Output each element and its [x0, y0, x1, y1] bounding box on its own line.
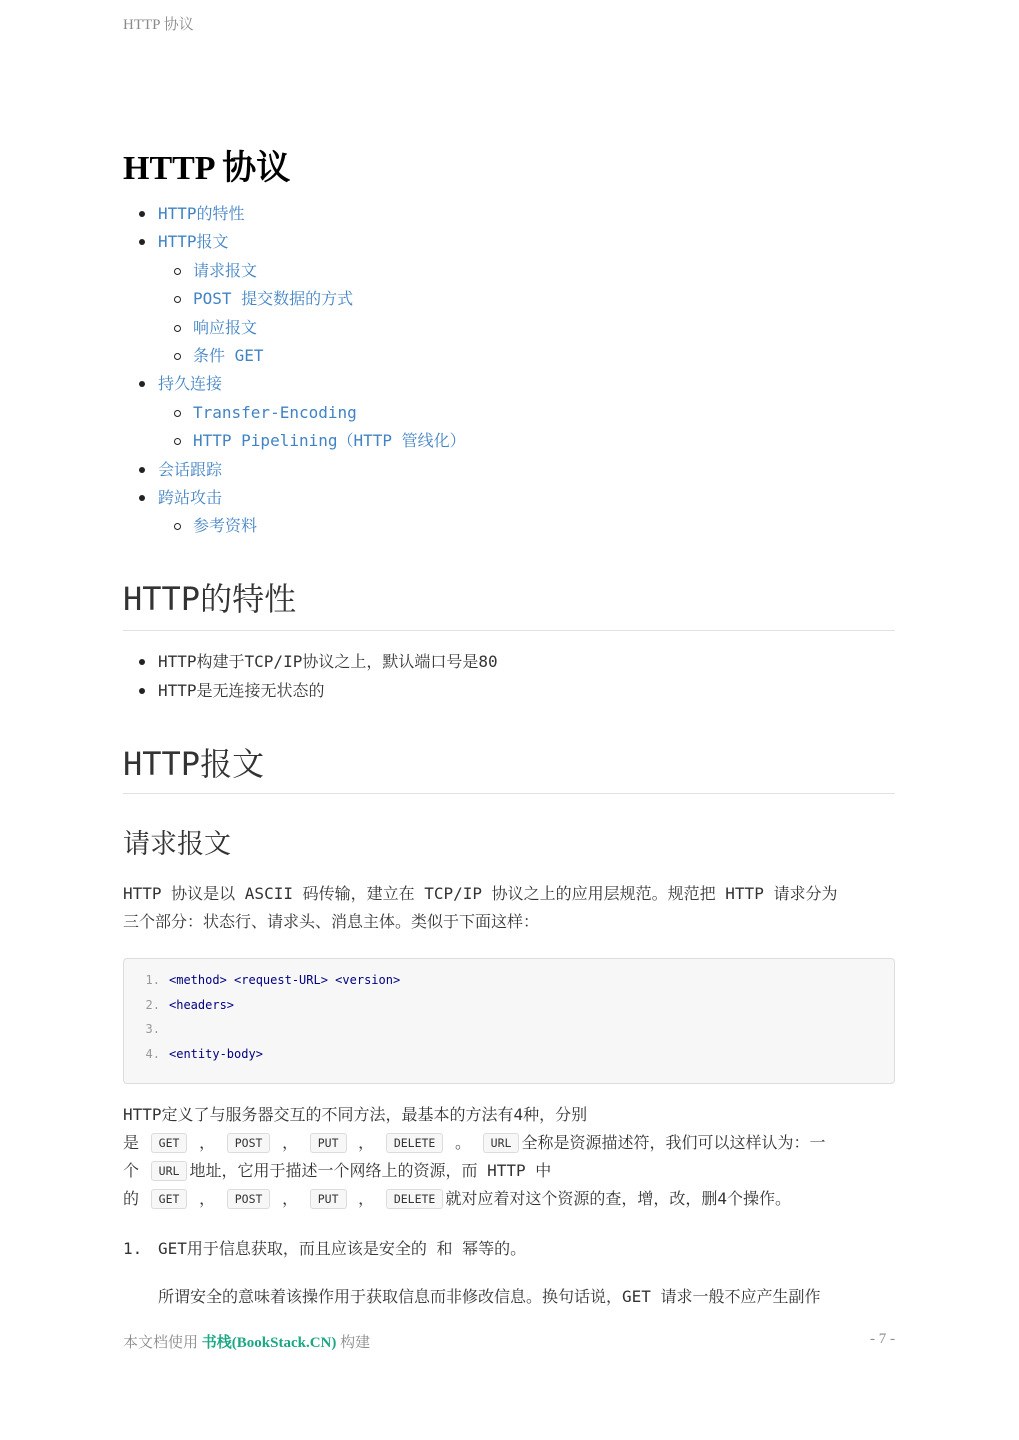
ordered-list-number: 1. [123, 1239, 143, 1258]
bullet-icon [139, 495, 145, 501]
bullet-icon [174, 523, 181, 530]
footer-brand-link[interactable]: 书栈(BookStack.CN) [201, 1335, 337, 1351]
bullet-icon [139, 239, 145, 245]
inline-code: PUT [310, 1133, 347, 1153]
bullet-icon [174, 438, 181, 445]
inline-code: GET [151, 1189, 188, 1209]
bullet-icon [139, 467, 145, 473]
bullet-icon [174, 410, 181, 417]
section-heading-features: HTTP的特性 [123, 580, 297, 618]
inline-code: DELETE [386, 1133, 444, 1153]
toc-link[interactable]: HTTP的特性 [158, 204, 245, 223]
list-item-paragraph: 所谓安全的意味着该操作用于获取信息而非修改信息。换句话说，GET 请求一般不应产生副作 [158, 1287, 821, 1306]
bullet-icon [174, 325, 181, 332]
inline-code: POST [227, 1133, 271, 1153]
toc-link[interactable]: 响应报文 [193, 317, 258, 337]
bullet-icon [174, 296, 181, 303]
section-heading-message: HTTP报文 [123, 745, 265, 783]
toc-link[interactable]: POST 提交数据的方式 [193, 289, 354, 309]
ordered-list-item: GET用于信息获取，而且应该是安全的 和 幂等的。 [158, 1239, 527, 1258]
page-number: - 7 - [870, 1331, 895, 1347]
toc-item[interactable] [193, 512, 257, 540]
code-block: 1. <method> <request-URL> <version> 2. <headers> 3. 4. <entity-body> [123, 958, 895, 1084]
toc-item[interactable] [158, 200, 245, 228]
toc-link[interactable]: 持久连接 [158, 374, 223, 394]
toc-link[interactable]: 会话跟踪 [158, 459, 223, 479]
toc-link[interactable]: Transfer-Encoding [193, 402, 357, 422]
toc-item[interactable] [158, 228, 229, 256]
footer-credit: 本文档使用 书栈(BookStack.CN) 构建 [123, 1335, 371, 1351]
bullet-icon [139, 688, 145, 694]
toc-link[interactable]: HTTP Pipelining（HTTP 管线化） [193, 431, 466, 451]
toc-link[interactable]: 跨站攻击 [158, 488, 223, 507]
toc-item[interactable] [193, 427, 466, 455]
request-intro-paragraph: HTTP 协议是以 ASCII 码传输，建立在 TCP/IP 协议之上的应用层规范。规范把 HTTP 请求分为 三个部分：状态行、请求头、消息主体。类似于下面这样： [123, 884, 838, 931]
page-title: HTTP 协议 [123, 150, 291, 187]
bullet-icon [139, 211, 145, 217]
toc-link[interactable]: 条件 GET [193, 346, 264, 365]
running-header: HTTP 协议 [123, 17, 194, 33]
section-divider [123, 793, 895, 794]
toc-item[interactable] [158, 370, 222, 398]
toc-link[interactable]: 请求报文 [193, 260, 258, 280]
inline-code: URL [151, 1161, 188, 1181]
toc-item[interactable] [193, 342, 264, 370]
bullet-icon [174, 353, 181, 360]
section-divider [123, 630, 895, 631]
toc-item[interactable] [158, 484, 222, 512]
bullet-icon [174, 268, 181, 275]
list-item: HTTP是无连接无状态的 [158, 677, 325, 705]
toc-item[interactable] [193, 314, 257, 342]
toc-item[interactable] [193, 257, 257, 285]
toc-item[interactable] [193, 399, 357, 427]
subsection-heading-request: 请求报文 [123, 829, 231, 860]
methods-paragraph: HTTP定义了与服务器交互的不同方法，最基本的方法有4种，分别 是 GET ， POST ， PUT ， DELETE 。 URL 全称是资源描述符，我们可以这样认为：一 个 URL 地址，它用于描述一个网络上的资源，而 HTTP 中 的 GET ， POST ， PUT ， DELETE 就对应着对这个资源的查，增，改，删4个操作。 [123, 1105, 826, 1208]
list-item: HTTP构建于TCP/IP协议之上，默认端口号是80 [158, 648, 498, 676]
bullet-icon [139, 659, 145, 665]
toc-item[interactable] [158, 456, 222, 484]
inline-code: DELETE [386, 1189, 444, 1209]
toc-link[interactable]: HTTP报文 [158, 232, 229, 252]
bullet-icon [139, 381, 145, 387]
toc-item[interactable] [193, 285, 353, 313]
inline-code: URL [483, 1133, 520, 1153]
inline-code: POST [227, 1189, 271, 1209]
toc-link[interactable]: 参考资料 [193, 516, 258, 536]
inline-code: GET [151, 1133, 188, 1153]
inline-code: PUT [310, 1189, 347, 1209]
